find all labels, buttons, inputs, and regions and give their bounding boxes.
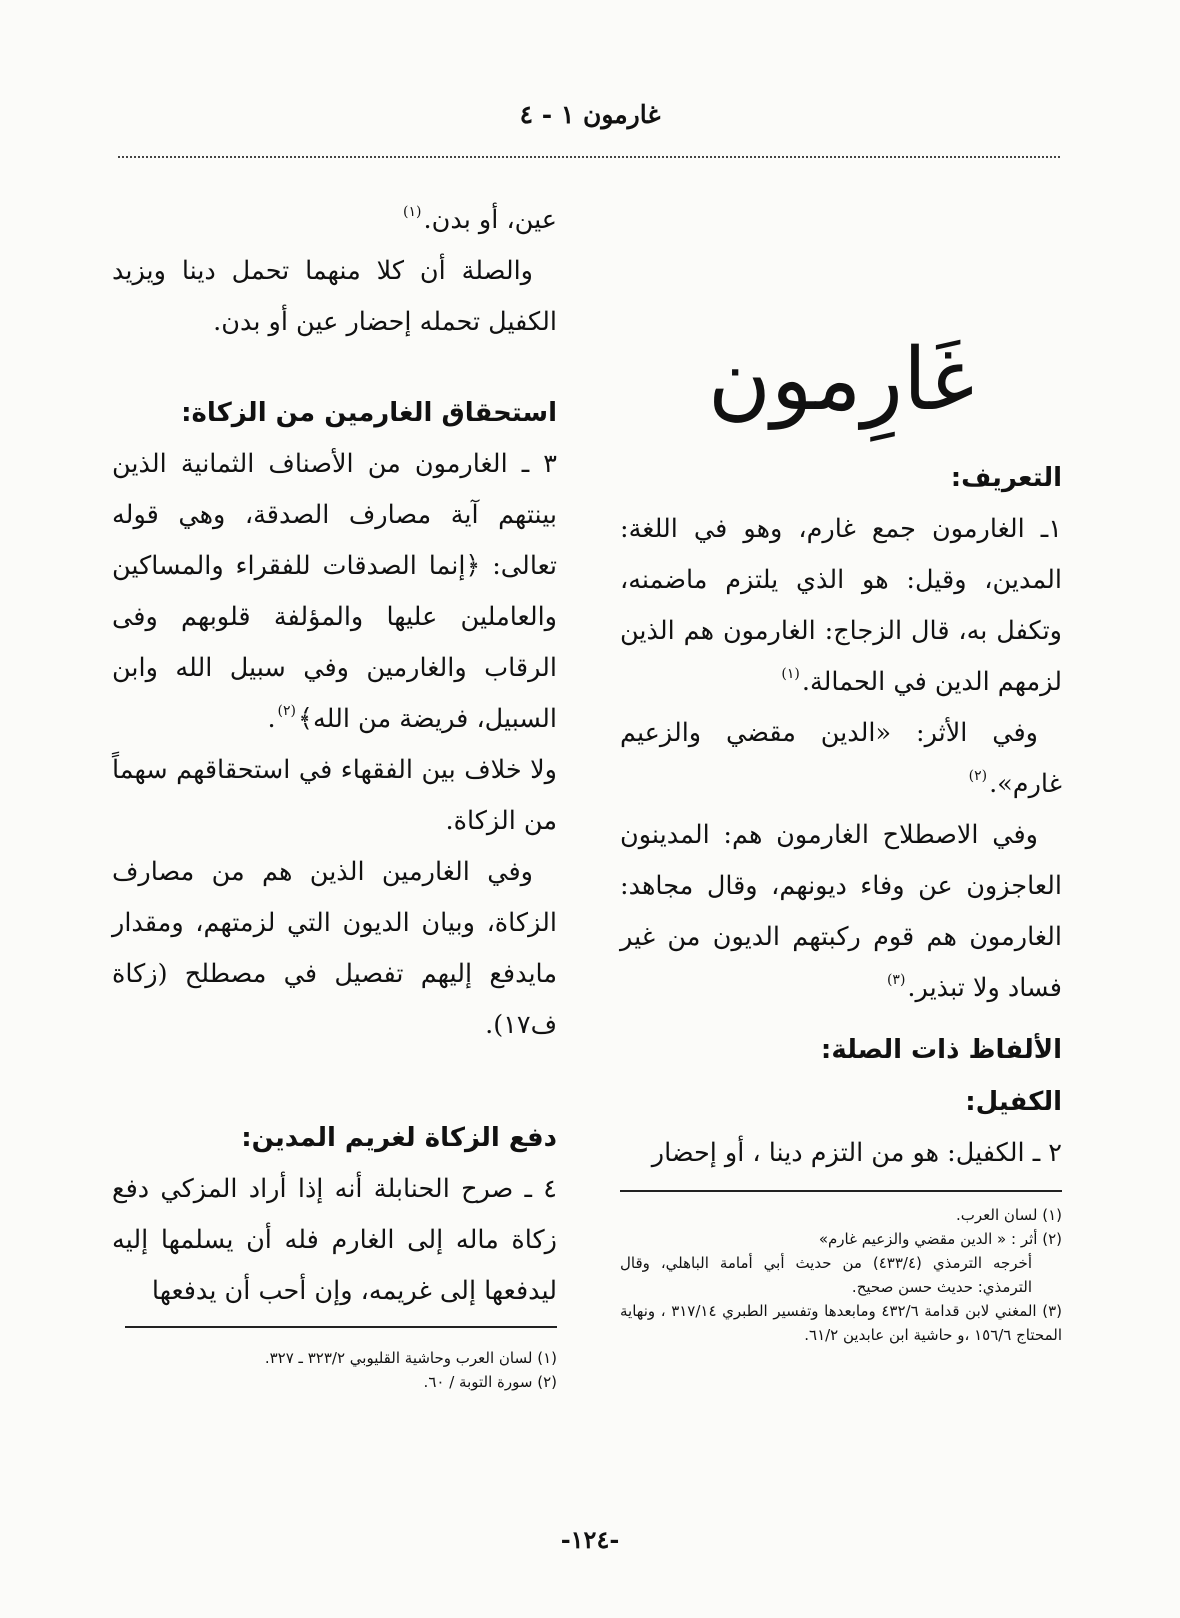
relation-paragraph: والصلة أن كلا منهما تحمل دينا ويزيد الكفيل تحمله إحضار عين أو بدن. [112,256,557,337]
istilah-text: وفي الاصطلاح الغارمون هم: المدينون العاجزون عن وفاء ديونهم، وقال مجاهد: الغارمون هم قوم ركبتهم الديون من غير فساد ولا تبذير. [620,820,1062,1003]
pay-section [112,1112,557,1317]
athar-paragraph [620,708,1062,810]
footnotes-left [112,1346,557,1394]
footnotes-right [620,1203,1062,1347]
istilah-paragraph [620,810,1062,1014]
footnote-item: (١) لسان العرب وحاشية القليوبي ٣٢٣/٢ ـ ٣٢٧. [264,1349,557,1367]
definition-heading: التعريف: [950,463,1062,493]
no-dispute-paragraph: ولا خلاف بين الفقهاء في استحقاقهم سهماً من الزكاة. [112,755,557,836]
definition-paragraph-1 [620,504,1062,708]
footnote-item: (٢) أثر : « الدين مقضي والزعيم غارم» [818,1230,1062,1248]
page-number: -١٢٤- [560,1525,620,1554]
footnote-ref: (٣) [886,972,906,988]
pay-paragraph: ٤ ـ صرح الحنابلة أنه إذا أراد المزكي دفع زكاة ماله إلى الغارم فله أن يسلمها إليه ليدفعها إلى غريمه، وإن أحب أن يدفعها [112,1174,557,1306]
continuation-text: عين، أو بدن. [423,205,557,235]
footnote-item-continuation: أخرجه الترمذي (٤٣٣/٤) من حديث أبي أمامة الباهلي، وقال الترمذي: حديث حسن صحيح. [620,1254,1032,1296]
zakat-text: ٣ ـ الغارمون من الأصناف الثمانية الذين بينتهم آية مصارف الصدقة، وهي قوله تعالى: ﴿إنما الصدقات للفقراء والمساكين والعاملين عليها والمؤلفة قلوبهم وفى الرقاب والغارمين وفي سبيل الله وابن السبيل، فريضة من الله﴾ [112,449,557,734]
right-column [620,452,1062,1014]
footnote-ref: (٢) [968,768,988,784]
article-title: غَارِمون [707,330,975,430]
continuation-paragraph [112,195,557,246]
footnote-item: (٣) المغني لابن قدامة ٤٣٢/٦ ومابعدها وتفسير الطبري ٣١٧/١٤ ، ونهاية المحتاج ١٥٦/٦ ،و حاشية ابن عابدين ٦١/٢. [620,1302,1062,1344]
zakat-heading: استحقاق الغارمين من الزكاة: [181,398,557,428]
footnote-ref: (١) [403,204,422,220]
related-terms-heading: الألفاظ ذات الصلة: [820,1035,1062,1065]
zakat-paragraph [112,439,557,745]
footnote-ref: (٢) [277,703,297,719]
footnote-item: (١) لسان العرب. [956,1206,1062,1224]
pay-heading: دفع الزكاة لغريم المدين: [241,1123,557,1153]
kafil-paragraph: ٢ ـ الكفيل: هو من التزم دينا ، أو إحضار [651,1138,1062,1168]
footnote-rule-left [125,1326,557,1328]
running-header: غارمون ١ - ٤ [519,100,661,129]
detail-paragraph: وفي الغارمين الذين هم من مصارف الزكاة، وبيان الديون التي لزمتهم، ومقدار مايدفع إليهم تفصيل في مصطلح (زكاة ف١٧). [112,857,557,1040]
footnote-ref: (١) [781,666,800,682]
zakat-period: . [267,704,276,734]
definition-text-1: ١ـ الغارمون جمع غارم، وهو في اللغة: المدين، وقيل: هو الذي يلتزم ماضمنه، وتكفل به، قال الزجاج: الغارمون هم الذين لزمهم الدين في الحمالة. [620,514,1062,697]
left-column [112,195,557,348]
header-dotted-rule [118,156,1060,158]
zakat-section [112,387,557,1051]
footnote-rule-right [620,1190,1062,1192]
athar-text: وفي الأثر: «الدين مقضي والزعيم غارم». [620,718,1062,799]
kafil-heading: الكفيل: [965,1087,1062,1117]
footnote-item: (٢) سورة التوبة / ٦٠. [423,1373,557,1391]
related-terms-section [620,1024,1062,1179]
